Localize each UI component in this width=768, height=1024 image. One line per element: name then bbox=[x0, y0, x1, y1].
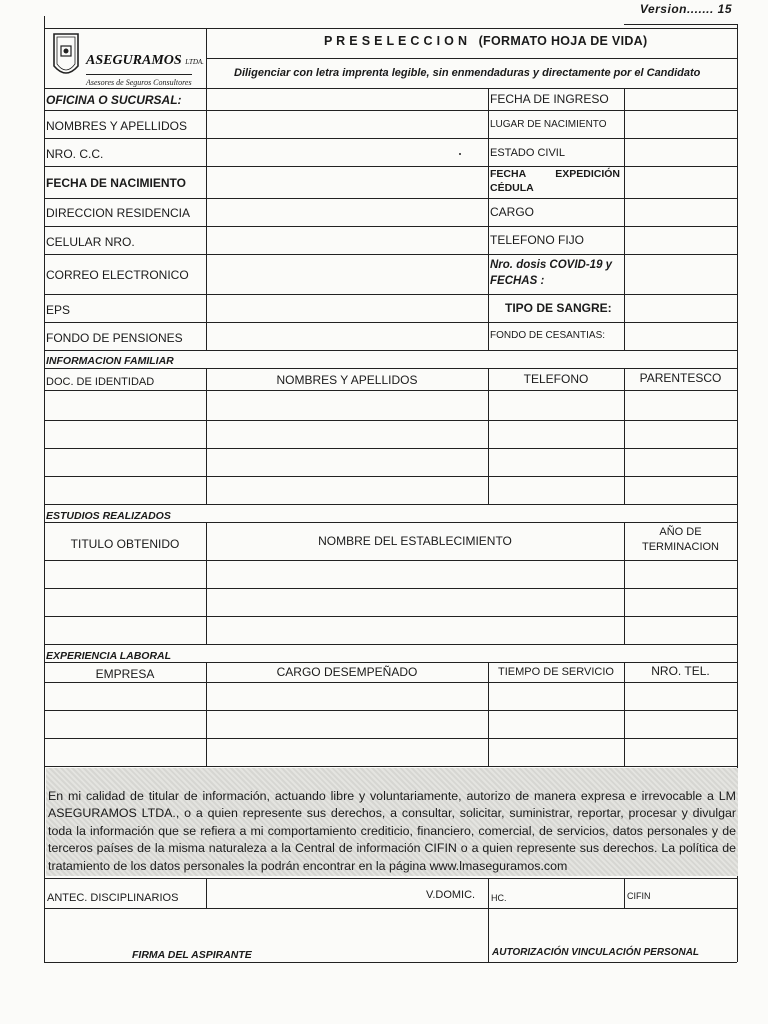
familia-row-2[interactable] bbox=[46, 422, 735, 447]
label-hc: HC. bbox=[491, 893, 507, 903]
label-tipo-sangre: TIPO DE SANGRE: bbox=[505, 301, 612, 315]
oficina-field[interactable] bbox=[208, 90, 486, 109]
legal-authorization-text: En mi calidad de titular de información, actuando libre y voluntariamente, autorizo de manera expresa e irrevocable a LM ASEGURAMOS LTDA., o a quien represente sus derechos, a consultar, solicitar, suministrar, reportar, procesar y divulgar toda la información que se refiera a mi comportamiento crediticio, financiero, comercial, de servicios, datos personales y de terceros países de la misma naturaleza a la Central de información CIFIN o a quien represente sus derechos. La política de tratamiento de los datos personales la podrán encontrar en la página www.lmaseguramos.com bbox=[48, 789, 736, 873]
label-direccion: DIRECCION RESIDENCIA bbox=[46, 206, 191, 220]
estudios-row-1[interactable] bbox=[46, 562, 735, 587]
label-oficina: OFICINA O SUCURSAL: bbox=[46, 93, 182, 107]
label-cc: NRO. C.C. bbox=[46, 147, 104, 161]
direccion-field[interactable] bbox=[208, 200, 486, 225]
celular-field[interactable] bbox=[208, 228, 486, 253]
col-empresa: EMPRESA bbox=[95, 667, 155, 681]
label-correo: CORREO ELECTRONICO bbox=[46, 268, 189, 282]
fecha-ingreso-field[interactable] bbox=[626, 90, 735, 109]
shield-logo-icon bbox=[52, 32, 80, 82]
col-nombres-familia: NOMBRES Y APELLIDOS bbox=[276, 373, 418, 387]
cargo-field[interactable] bbox=[626, 200, 735, 225]
label-nombres: NOMBRES Y APELLIDOS bbox=[46, 119, 187, 133]
nombres-field[interactable] bbox=[208, 112, 486, 137]
label-autorizacion: AUTORIZACIÓN VINCULACIÓN PERSONAL bbox=[492, 947, 700, 958]
correo-field[interactable] bbox=[208, 256, 486, 293]
label-fecha-nacimiento: FECHA DE NACIMIENTO bbox=[46, 176, 187, 190]
label-covid: Nro. dosis COVID-19 y FECHAS : bbox=[490, 259, 613, 287]
ink-dot bbox=[459, 153, 461, 155]
tipo-sangre-field[interactable] bbox=[626, 296, 735, 321]
col-titulo: TITULO OBTENIDO bbox=[70, 537, 180, 551]
lugar-nacimiento-field[interactable] bbox=[626, 112, 735, 137]
company-logo bbox=[48, 28, 204, 87]
estudios-row-3[interactable] bbox=[46, 618, 735, 643]
col-doc-identidad: DOC. DE IDENTIDAD bbox=[46, 376, 155, 388]
col-establecimiento: NOMBRE DEL ESTABLECIMIENTO bbox=[318, 534, 512, 548]
fecha-nacimiento-field[interactable] bbox=[208, 168, 486, 197]
label-celular: CELULAR NRO. bbox=[46, 235, 135, 249]
estado-civil-field[interactable] bbox=[626, 140, 735, 165]
covid-field[interactable] bbox=[626, 256, 735, 293]
section-estudios: ESTUDIOS REALIZADOS bbox=[46, 510, 171, 522]
form-subtitle: Diligenciar con letra imprenta legible, sin enmendaduras y directamente por el Candidato bbox=[234, 67, 701, 79]
form-title: P R E S E L E C C I O N (FORMATO HOJA DE VIDA) bbox=[324, 34, 648, 48]
familia-row-1[interactable] bbox=[46, 392, 735, 419]
label-antecedentes: ANTEC. DISCIPLINARIOS bbox=[47, 892, 179, 904]
hc-field[interactable] bbox=[490, 880, 623, 907]
logo-name: ASEGURAMOS LTDA. bbox=[86, 53, 204, 68]
col-tiempo-servicio: TIEMPO DE SERVICIO bbox=[498, 666, 614, 678]
familia-row-3[interactable] bbox=[46, 450, 735, 475]
label-lugar-nacimiento: LUGAR DE NACIMIENTO bbox=[490, 119, 607, 130]
experiencia-row-1[interactable] bbox=[46, 684, 735, 709]
label-fondo-cesantias: FONDO DE CESANTIAS: bbox=[490, 330, 606, 341]
experiencia-row-2[interactable] bbox=[46, 712, 735, 737]
label-fecha-ingreso: FECHA DE INGRESO bbox=[490, 92, 609, 106]
logo-tagline: Asesores de Seguros Consultores bbox=[86, 74, 192, 90]
section-familia: INFORMACION FAMILIAR bbox=[46, 355, 174, 367]
col-anio-terminacion: AÑO DE TERMINACION bbox=[642, 526, 719, 553]
label-firma-aspirante: FIRMA DEL ASPIRANTE bbox=[132, 949, 252, 961]
cifin-field[interactable] bbox=[626, 880, 735, 907]
fondo-cesantias-field[interactable] bbox=[626, 324, 735, 349]
label-estado-civil: ESTADO CIVIL bbox=[490, 147, 565, 159]
label-fecha-expedicion: FECHA EXPEDICIÓN CÉDULA bbox=[490, 168, 620, 194]
fondo-pensiones-field[interactable] bbox=[208, 324, 486, 349]
col-telefono-familia: TELEFONO bbox=[523, 372, 589, 386]
label-fondo-pensiones: FONDO DE PENSIONES bbox=[46, 331, 183, 345]
cc-field[interactable] bbox=[208, 140, 486, 165]
col-parentesco: PARENTESCO bbox=[639, 371, 722, 385]
col-nro-tel: NRO. TEL. bbox=[651, 664, 710, 678]
label-telefono-fijo: TELEFONO FIJO bbox=[490, 233, 585, 247]
col-cargo-desempenado: CARGO DESEMPEÑADO bbox=[276, 665, 418, 679]
section-experiencia: EXPERIENCIA LABORAL bbox=[46, 650, 172, 662]
experiencia-row-3[interactable] bbox=[46, 740, 735, 765]
label-cifin: CIFIN bbox=[627, 891, 651, 901]
familia-row-4[interactable] bbox=[46, 478, 735, 503]
label-eps: EPS bbox=[46, 303, 71, 317]
telefono-fijo-field[interactable] bbox=[626, 228, 735, 253]
estudios-row-2[interactable] bbox=[46, 590, 735, 615]
label-cargo: CARGO bbox=[490, 205, 535, 219]
fecha-expedicion-field[interactable] bbox=[626, 168, 735, 197]
label-vdomic: V.DOMIC. bbox=[426, 889, 476, 901]
version-label: Version....... 15 bbox=[639, 2, 732, 16]
firma-field[interactable] bbox=[46, 910, 487, 961]
eps-field[interactable] bbox=[208, 296, 486, 321]
